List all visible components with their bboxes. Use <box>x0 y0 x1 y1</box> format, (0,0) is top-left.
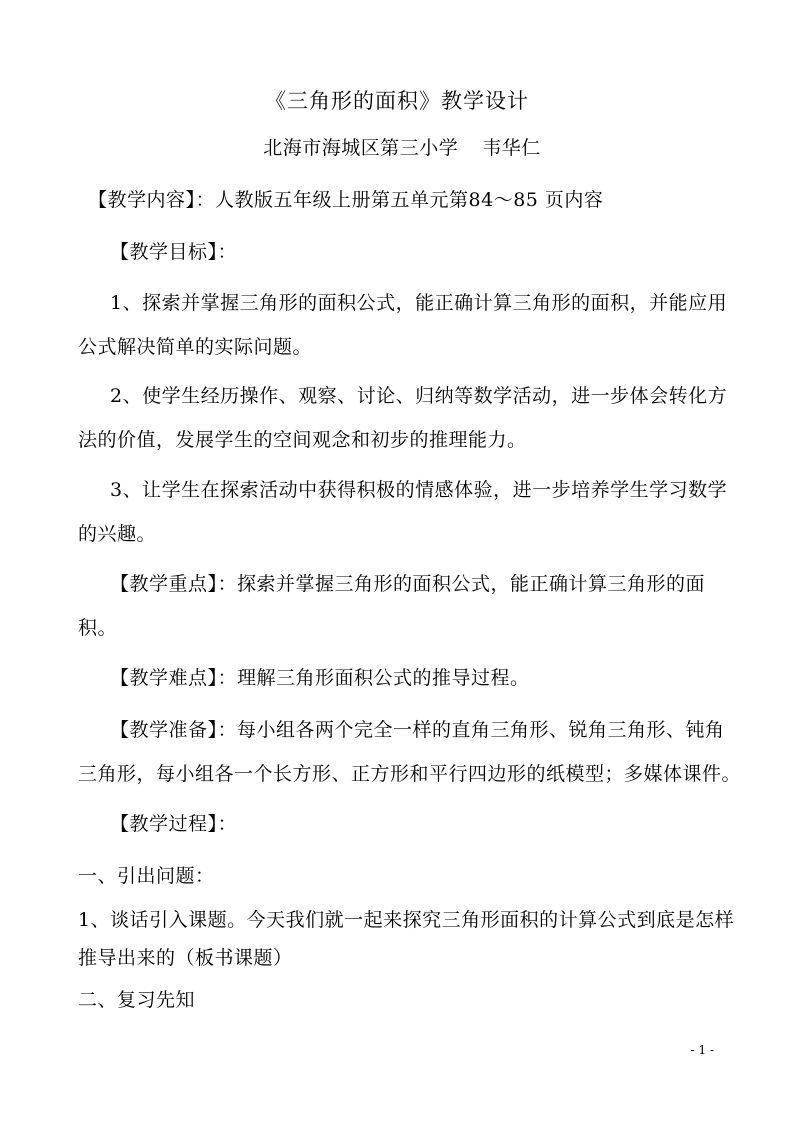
objective-1-line2: 公式解决简单的实际问题。 <box>78 336 313 358</box>
objective-3-line1: 3、让学生在探索活动中获得积极的情感体验，进一步培养学生学习数学 <box>110 479 728 501</box>
page-number: - 1 - <box>690 1043 714 1057</box>
author-line <box>0 134 794 162</box>
key-point-line1: 【教学重点】：探索并掌握三角形的面积公式，能正确计算三角形的面 <box>110 573 706 595</box>
teaching-content-heading: 【教学内容】： <box>88 189 216 211</box>
step-1-line1: 1、谈话引入课题。今天我们就一起来探究三角形面积的计算公式到底是怎样 <box>78 909 735 931</box>
teaching-content <box>88 186 728 214</box>
section-1-heading: 一、引出问题： <box>78 865 215 887</box>
step-1-line2: 推导出来的（板书课题） <box>78 947 293 969</box>
section-2-heading: 二、复习先知 <box>78 989 196 1011</box>
author-name: 韦华仁 <box>482 137 541 159</box>
objective-2-line2: 法的价值，发展学生的空间观念和初步的推理能力。 <box>78 429 527 451</box>
objectives-heading: 【教学目标】： <box>110 241 238 263</box>
teaching-content-text: 人教版五年级上册第五单元第84～85 页内容 <box>215 189 604 211</box>
author-school: 北海市海城区第三小学 <box>263 137 459 159</box>
preparation-line1: 【教学准备】：每小组各两个完全一样的直角三角形、锐角三角形、钝角 <box>110 719 725 741</box>
objective-2-line1: 2、使学生经历操作、观察、讨论、归纳等数学活动，进一步体会转化方 <box>110 385 728 407</box>
document-title: 《三角形的面积》教学设计 <box>265 89 529 113</box>
key-point-line2: 积。 <box>78 617 118 639</box>
preparation-line2: 三角形，每小组各一个长方形、正方形和平行四边形的纸模型；多媒体课件。 <box>78 763 742 785</box>
objective-1-line1: 1、探索并掌握三角形的面积公式，能正确计算三角形的面积，并能应用 <box>110 292 728 314</box>
difficulty-line1: 【教学难点】：理解三角形面积公式的推导过程。 <box>110 667 530 689</box>
process-heading: 【教学过程】： <box>110 813 238 835</box>
objective-3-line2: 的兴趣。 <box>78 523 157 545</box>
